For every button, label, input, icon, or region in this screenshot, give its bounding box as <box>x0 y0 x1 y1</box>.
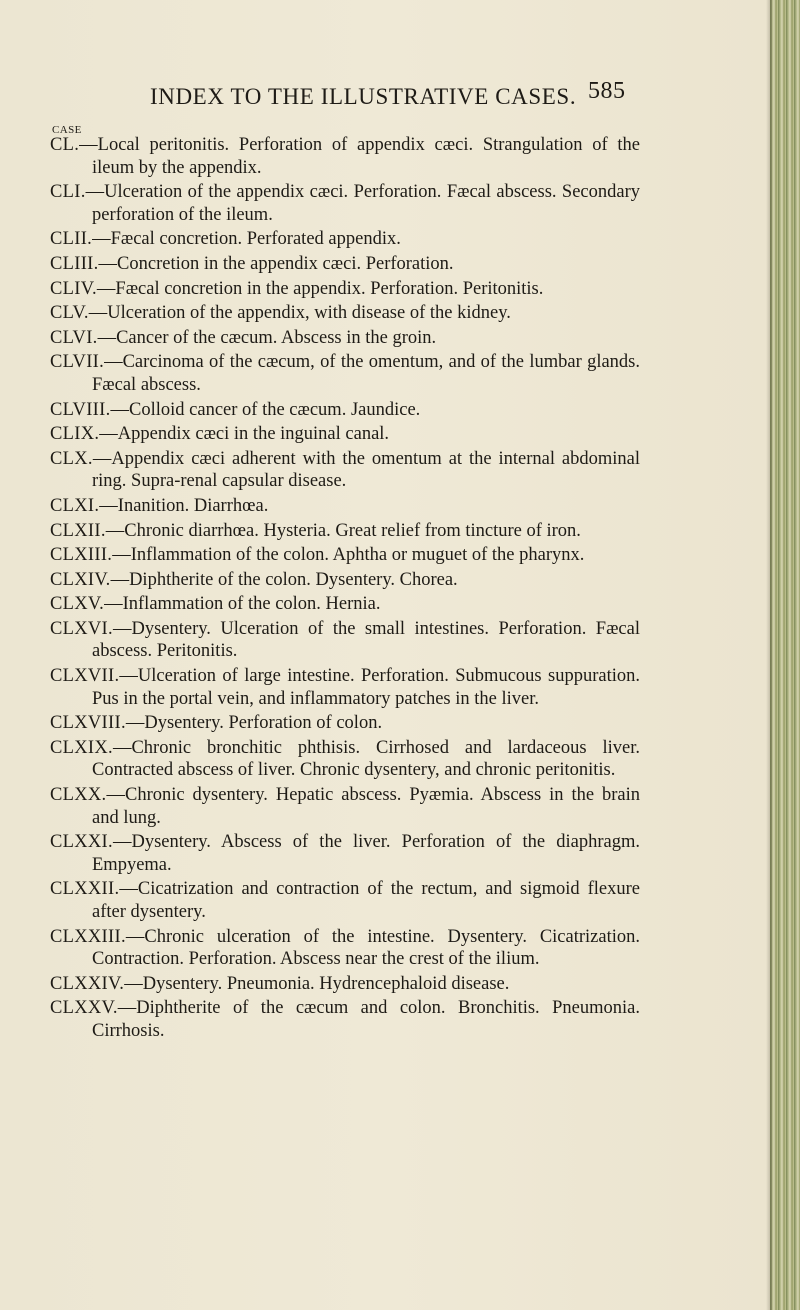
index-entry: CLXV.—Inflammation of the colon. Hernia. <box>50 594 381 615</box>
index-entry: CLX.—Appendix cæci adherent with the omentum at the internal abdominal ring. Supra-renal capsular disease. <box>50 448 640 492</box>
case-description: Carcinoma of the cæcum, of the omentum, and of the lumbar glands. Fæcal abscess. <box>92 352 640 395</box>
index-entry: CL.—Local peritonitis. Perforation of appendix cæci. Strangulation of the ileum by the appendix. <box>50 135 640 178</box>
index-entry: CLXII.—Chronic diarrhœa. Hysteria. Great relief from tincture of iron. <box>50 520 581 541</box>
index-entry: CLII.—Fæcal concretion. Perforated appendix. <box>50 229 401 250</box>
index-entry: CLIII.—Concretion in the appendix cæci. Perforation. <box>50 253 454 274</box>
index-entry: CLXXI.—Dysentery. Abscess of the liver. Perforation of the diaphragm. Empyema. <box>50 832 640 875</box>
case-description: Chronic ulceration of the intestine. Dysentery. Cicatrization. Contraction. Perforation. Abscess near the crest of the ilium. <box>92 926 640 970</box>
case-description: Concretion in the appendix cæci. Perforation. <box>117 253 454 274</box>
case-description: Diphtherite of the colon. Dysentery. Chorea. <box>129 569 458 590</box>
case-description: Dysentery. Pneumonia. Hydrencephaloid disease. <box>142 973 510 994</box>
case-number: CLXIX. <box>50 737 113 758</box>
case-description: Appendix cæci adherent with the omentum at the internal abdominal ring. Supra-renal capsular disease. <box>92 448 640 492</box>
case-description: Local peritonitis. Perforation of appendix cæci. Strangulation of the ileum by the appendix. <box>92 135 640 178</box>
case-number: CLXI. <box>50 495 100 516</box>
case-number: CLXX. <box>50 785 107 806</box>
case-number: CLXVI. <box>50 618 113 639</box>
case-description: Dysentery. Perforation of colon. <box>144 713 383 734</box>
case-number: CLII. <box>50 229 93 250</box>
index-entry: CLXIV.—Diphtherite of the colon. Dysentery. Chorea. <box>50 569 458 590</box>
case-description: Appendix cæci in the inguinal canal. <box>117 424 390 445</box>
case-number: CLX. <box>50 448 93 469</box>
index-entry: CLXXV.—Diphtherite of the cæcum and colon. Bronchitis. Pneumonia. Cirrhosis. <box>50 998 640 1041</box>
case-number: CLV. <box>50 303 89 324</box>
case-number: CLI. <box>50 182 86 203</box>
index-entry: CLXVIII.—Dysentery. Perforation of colon. <box>50 713 383 734</box>
case-description: Inflammation of the colon. Hernia. <box>122 594 381 615</box>
index-entry: CLXIX.—Chronic bronchitic phthisis. Cirrhosed and lardaceous liver. Contracted abscess of liver. Chronic dysentery, and chronic peritonitis. <box>50 737 640 781</box>
case-description: Dysentery. Ulceration of the small intestines. Perforation. Fæcal abscess. Peritonitis. <box>92 618 640 662</box>
case-description: Cicatrization and contraction of the rectum, and sigmoid flexure after dysentery. <box>92 879 640 922</box>
case-description: Dysentery. Abscess of the liver. Perforation of the diaphragm. Empyema. <box>92 832 640 875</box>
case-number: CLVII. <box>50 352 105 373</box>
index-entry: CLXXIV.—Dysentery. Pneumonia. Hydrencephaloid disease. <box>50 973 510 994</box>
case-description: Fæcal concretion. Perforated appendix. <box>110 229 401 250</box>
index-entry: CLI.—Ulceration of the appendix cæci. Perforation. Fæcal abscess. Secondary perforation of the ileum. <box>50 182 640 225</box>
case-description: Cancer of the cæcum. Abscess in the groin. <box>116 327 437 348</box>
case-number: CLXXIII. <box>50 926 126 947</box>
case-description: Chronic bronchitic phthisis. Cirrhosed and lardaceous liver. Contracted abscess of liver. Chronic dysentery, and chronic peritonitis. <box>92 737 640 781</box>
index-entry: CLVIII.—Colloid cancer of the cæcum. Jaundice. <box>50 399 421 420</box>
index-entry: CLXIII.—Inflammation of the colon. Aphtha or muguet of the pharynx. <box>50 545 585 566</box>
case-number: CLXXIV. <box>50 973 125 994</box>
case-number: CLXXV. <box>50 998 118 1019</box>
index-entry: CLXXIII.—Chronic ulceration of the intestine. Dysentery. Cicatrization. Contraction. Perforation. Abscess near the crest of the ilium. <box>50 926 640 970</box>
index-entry: CLXVI.—Dysentery. Ulceration of the small intestines. Perforation. Fæcal abscess. Peritonitis. <box>50 618 640 662</box>
index-entry: CLVII.—Carcinoma of the cæcum, of the omentum, and of the lumbar glands. Fæcal abscess. <box>50 352 640 395</box>
index-entry: CLXXII.—Cicatrization and contraction of the rectum, and sigmoid flexure after dysentery. <box>50 879 640 922</box>
case-description: Diphtherite of the cæcum and colon. Bronchitis. Pneumonia. Cirrhosis. <box>92 998 640 1041</box>
index-entry: CLXI.—Inanition. Diarrhœa. <box>50 495 269 516</box>
case-column-label: CASE <box>52 124 82 136</box>
case-description: Colloid cancer of the cæcum. Jaundice. <box>129 399 421 420</box>
case-index-list <box>50 134 640 1045</box>
case-number: CLXXII. <box>50 879 120 900</box>
index-entry: CLXVII.—Ulceration of large intestine. Perforation. Submucous suppuration. Pus in the portal vein, and inflammatory patches in the liver. <box>50 666 640 709</box>
case-number: CLXV. <box>50 594 105 615</box>
index-entry: CLVI.—Cancer of the cæcum. Abscess in the groin. <box>50 327 437 348</box>
case-number: CL. <box>50 135 80 155</box>
index-entry: CLIX.—Appendix cæci in the inguinal canal. <box>50 424 390 445</box>
case-number: CLIX. <box>50 424 100 445</box>
case-number: CLIII. <box>50 253 99 274</box>
index-entry: CLIV.—Fæcal concretion in the appendix. Perforation. Peritonitis. <box>50 278 544 299</box>
book-page-edge <box>770 0 800 1310</box>
case-description: Fæcal concretion in the appendix. Perforation. Peritonitis. <box>115 278 544 299</box>
index-entry: CLXX.—Chronic dysentery. Hepatic abscess. Pyæmia. Abscess in the brain and lung. <box>50 785 640 828</box>
running-header: INDEX TO THE ILLUSTRATIVE CASES. <box>150 84 577 109</box>
page-number: 585 <box>588 78 626 104</box>
case-description: Ulceration of the appendix, with disease of the kidney. <box>107 303 511 324</box>
case-description: Ulceration of large intestine. Perforation. Submucous suppuration. Pus in the portal vein, and inflammatory patches in the liver. <box>92 666 640 709</box>
case-number: CLXXI. <box>50 832 113 853</box>
case-number: CLXIII. <box>50 545 113 566</box>
index-entry: CLV.—Ulceration of the appendix, with disease of the kidney. <box>50 303 511 324</box>
case-number: CLXVIII. <box>50 713 126 734</box>
case-number: CLVI. <box>50 327 98 348</box>
case-number: CLIV. <box>50 278 97 299</box>
case-description: Ulceration of the appendix cæci. Perforation. Fæcal abscess. Secondary perforation of the ileum. <box>92 182 640 225</box>
case-number: CLXIV. <box>50 569 111 590</box>
case-description: Inflammation of the colon. Aphtha or muguet of the pharynx. <box>130 545 585 566</box>
case-number: CLVIII. <box>50 399 111 420</box>
case-number: CLXVII. <box>50 666 120 687</box>
case-number: CLXII. <box>50 520 106 541</box>
case-description: Inanition. Diarrhœa. <box>117 495 269 516</box>
case-description: Chronic dysentery. Hepatic abscess. Pyæmia. Abscess in the brain and lung. <box>92 785 640 828</box>
case-description: Chronic diarrhœa. Hysteria. Great relief from tincture of iron. <box>124 520 581 541</box>
